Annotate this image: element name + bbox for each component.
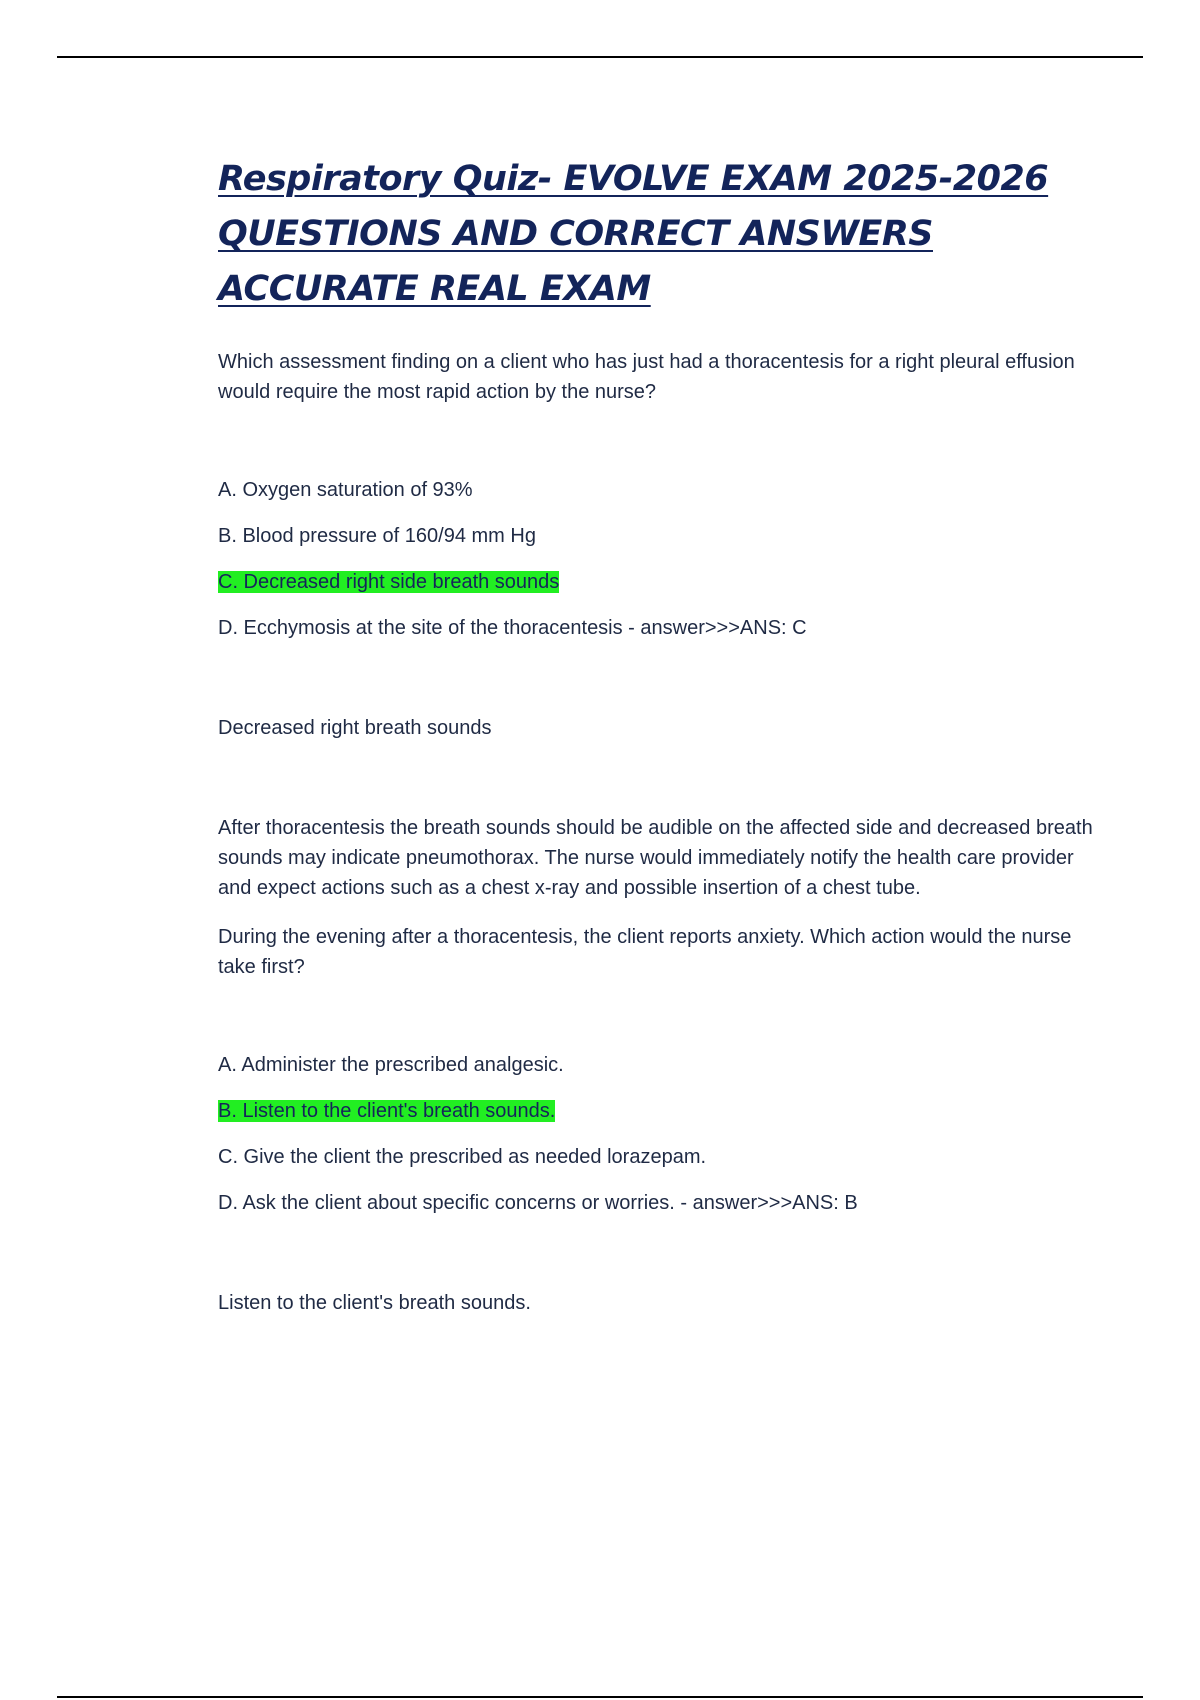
question-2-option-d: D. Ask the client about specific concerns or worries. - answer>>>ANS: B — [218, 1192, 858, 1214]
question-1-rationale: After thoracentesis the breath sounds should be audible on the affected side and decreased breath sounds may indicate pneumothorax. The nurse would immediately notify the health care provider and expect actions such as a chest x-ray and possible insertion of a chest tube. — [218, 817, 1093, 899]
question-2-option-a: A. Administer the prescribed analgesic. — [218, 1054, 564, 1076]
correct-answer-highlight: B. Listen to the client's breath sounds. — [218, 1100, 556, 1122]
question-1-text: Which assessment finding on a client who has just had a thoracentesis for a right pleural effusion would require the most rapid action by the nurse? — [218, 351, 1075, 403]
question-2-option-c: C. Give the client the prescribed as needed lorazepam. — [218, 1146, 707, 1168]
title-line-1: Respiratory Quiz- EVOLVE EXAM 2025-2026 — [218, 159, 1049, 199]
question-1-answer: Decreased right breath sounds — [218, 717, 492, 739]
document-title — [218, 152, 1098, 317]
title-line-2: QUESTIONS AND CORRECT ANSWERS — [218, 214, 933, 254]
header-rule — [57, 56, 1143, 58]
question-1-option-a: A. Oxygen saturation of 93% — [218, 479, 473, 501]
question-1-option-d: D. Ecchymosis at the site of the thoracentesis - answer>>>ANS: C — [218, 617, 807, 639]
title-line-3: ACCURATE REAL EXAM — [218, 269, 651, 309]
document-body — [218, 152, 1098, 1318]
question-2-answer: Listen to the client's breath sounds. — [218, 1292, 531, 1314]
question-1-option-c-correct — [218, 567, 1098, 597]
question-2-text: During the evening after a thoracentesis, the client reports anxiety. Which action would the nurse take first? — [218, 926, 1072, 978]
correct-answer-highlight: C. Decreased right side breath sounds — [218, 571, 560, 593]
question-1-option-b: B. Blood pressure of 160/94 mm Hg — [218, 525, 536, 547]
footer-rule — [57, 1696, 1143, 1698]
question-2-option-b-correct — [218, 1096, 1098, 1126]
